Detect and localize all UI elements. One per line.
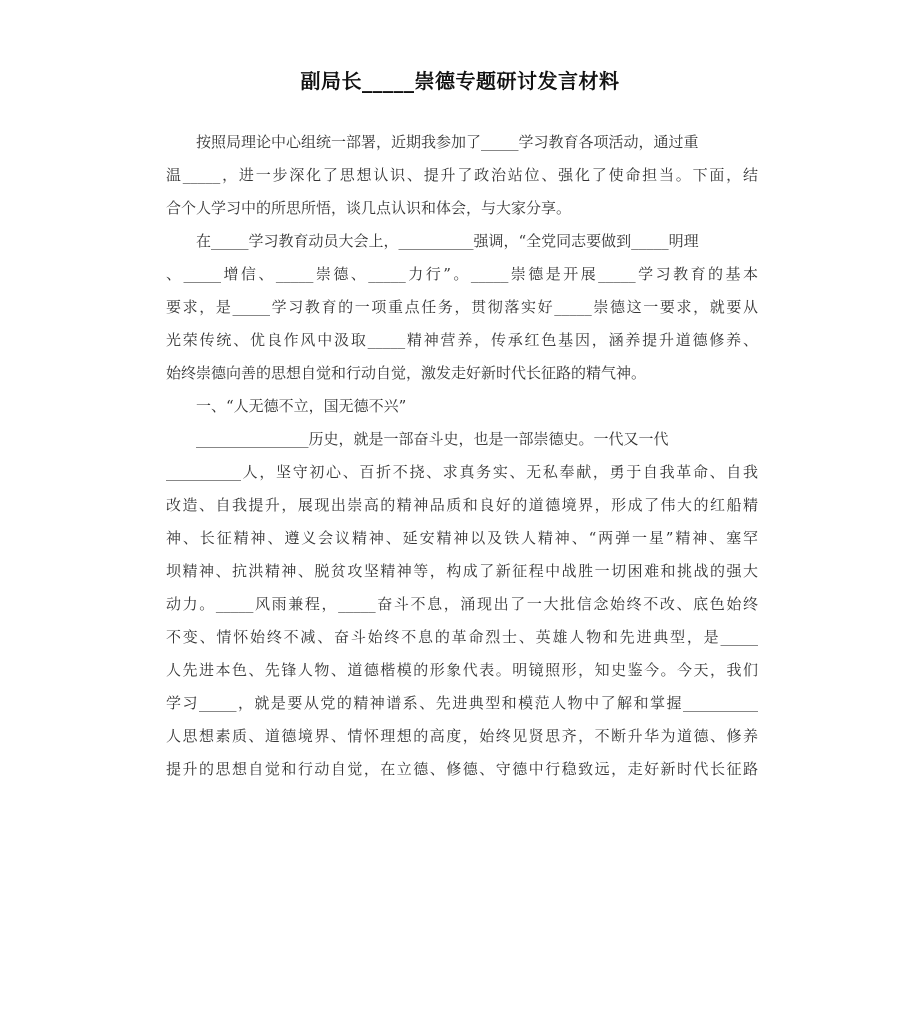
paragraph-line: 温_____，进一步深化了思想认识、提升了政治站位、强化了使命担当。下面，结 xyxy=(166,166,758,184)
paragraph-line: 人思想素质、道德境界、情怀理想的高度，始终见贤思齐，不断升华为道德、修养 xyxy=(166,727,758,745)
paragraph-line: 人先进本色、先锋人物、道德楷模的形象代表。明镜照形，知史鉴今。今天，我们 xyxy=(166,661,758,679)
paragraph-line: 按照局理论中心组统一部署，近期我参加了_____学习教育各项活动，通过重 xyxy=(196,133,699,151)
paragraph-line: 改造、自我提升，展现出崇高的精神品质和良好的道德境界，形成了伟大的红船精 xyxy=(166,496,758,514)
paragraph-line: 合个人学习中的所思所悟，谈几点认识和体会，与大家分享。 xyxy=(166,199,572,217)
paragraph-line: 要求，是_____学习教育的一项重点任务，贯彻落实好_____崇德这一要求，就要从 xyxy=(166,298,758,316)
paragraph-line: __________人，坚守初心、百折不挠、求真务实、无私奉献，勇于自我革命、自我 xyxy=(166,463,758,481)
section-heading: 一、“人无德不立，国无德不兴” xyxy=(196,397,407,415)
paragraph-line: 在_____学习教育动员大会上，__________强调，“全党同志要做到_____明理 xyxy=(196,232,699,250)
paragraph-line: 提升的思想自觉和行动自觉，在立德、修德、守德中行稳致远，走好新时代长征路 xyxy=(166,760,758,778)
paragraph-line: 、_____增信、_____崇德、_____力行”。_____崇德是开展_____学习教育的基本 xyxy=(166,265,758,283)
paragraph-line: 神、长征精神、遵义会议精神、延安精神以及铁人精神、“两弹一星”精神、塞罕 xyxy=(166,529,758,547)
paragraph-line: 动力。_____风雨兼程，_____奋斗不息，涌现出了一大批信念始终不改、底色始终 xyxy=(166,595,758,613)
document-body xyxy=(166,126,758,786)
paragraph-line: 光荣传统、优良作风中汲取_____精神营养，传承红色基因，涵养提升道德修养、 xyxy=(166,331,758,349)
paragraph-line: 学习_____，就是要从党的精神谱系、先进典型和模范人物中了解和掌握__________ xyxy=(166,694,758,712)
paragraph-line: 不变、情怀始终不减、奋斗始终不息的革命烈士、英雄人物和先进典型，是_____ xyxy=(166,628,758,646)
document-title: 副局长_____崇德专题研讨发言材料 xyxy=(300,69,620,93)
paragraph-line: 坝精神、抗洪精神、脱贫攻坚精神等，构成了新征程中战胜一切困难和挑战的强大 xyxy=(166,562,758,580)
paragraph-line: _______________历史，就是一部奋斗史，也是一部崇德史。一代又一代 xyxy=(196,430,669,448)
paragraph-line: 始终崇德向善的思想自觉和行动自觉，激发走好新时代长征路的精气神。 xyxy=(166,364,647,382)
